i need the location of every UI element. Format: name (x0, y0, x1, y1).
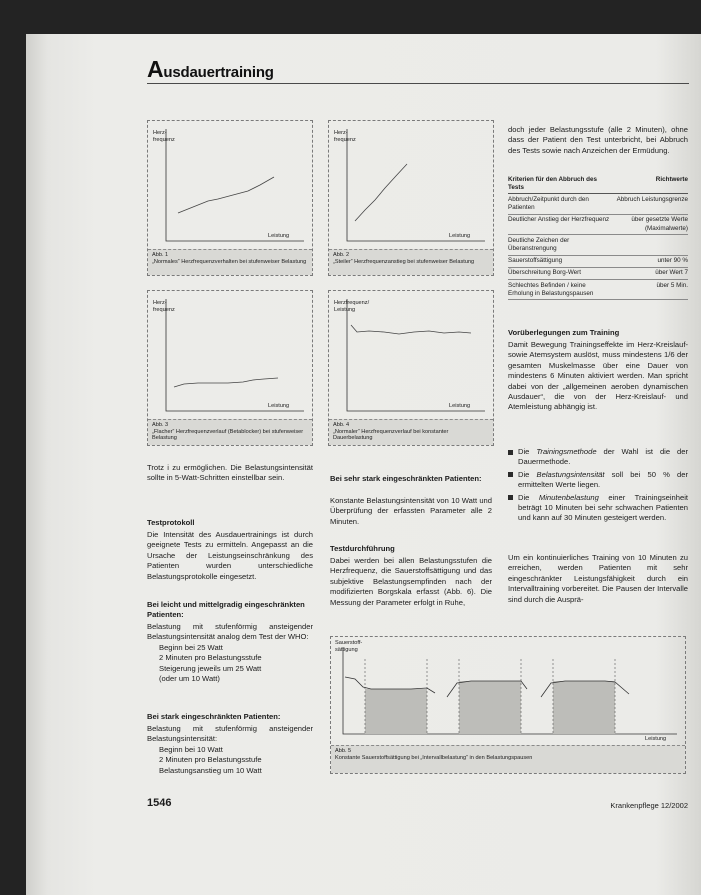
page-number: 1546 (147, 797, 172, 809)
figure-2 (328, 120, 494, 276)
mild-patients-text: Belastung mit stufenförmig ansteigender Belastungsintensität analog dem Test der WHO: (147, 622, 313, 642)
figure-1-caption-text: „Normales“ Herzfrequenzverhalten bei stufenweiser Belastung (152, 258, 307, 265)
figure-3-number: Abb. 3 (152, 422, 169, 428)
training-bullets (508, 447, 688, 526)
bullet-prefix: Die (518, 469, 537, 479)
interval-2-area (459, 681, 521, 734)
figure-1-caption (148, 249, 312, 275)
table-row (508, 280, 688, 300)
table-header-criteria: Kriterien für den Abbruch des Tests (508, 175, 597, 191)
figure-2-caption-text: „Steiler“ Herzfrequenzanstieg bei stufenweiser Belastung (333, 258, 475, 265)
figure-3-ylabel-line: frequenz (153, 306, 175, 313)
mild-patients-heading: Bei leicht und mittelgradig eingeschränkten Patienten: (147, 600, 305, 620)
table-header-values: Richtwerte (655, 175, 688, 183)
bullet-square-icon (508, 472, 513, 477)
protocol-step: Steigerung jeweils um 25 Watt (159, 663, 262, 673)
figure-4-caption (329, 419, 493, 445)
table-cell-criterion: Sauerstoffsättigung (508, 257, 563, 265)
bullet-emphasis: Trainingsmethode (536, 447, 597, 456)
bullet-item (508, 493, 688, 524)
table-cell-value: Abbruch Leistungsgrenze (616, 195, 688, 203)
journal-reference: Krankenpflege 12/2002 (610, 801, 688, 810)
page-title: Ausdauertraining (147, 56, 274, 82)
figure-4-caption-text: „Normaler“ Herzfrequenzverlauf bei konstanter Dauerbelastung (333, 428, 449, 442)
figure-2-axes (347, 129, 485, 241)
figure-1 (147, 120, 313, 276)
bullet-suffix: der Wahl ist die der Dauermethode. (518, 447, 688, 467)
bullet-prefix: Die (518, 492, 539, 502)
figure-5-ylabel-line: Sauerstoff- (335, 640, 363, 646)
bullet-text (518, 493, 688, 524)
bullet-text (518, 470, 688, 491)
figure-2-ylabel (334, 130, 356, 143)
figure-2-ylabel-line: Herz- (334, 130, 348, 136)
figure-5-ylabel-line: sättigung (335, 646, 358, 653)
figure-4-xlabel: Leistung (449, 403, 471, 409)
protocol-step: Beginn bei 10 Watt (159, 744, 223, 754)
figure-5-ylabel (335, 640, 362, 653)
bullet-item (508, 470, 688, 491)
figure-2-ylabel-line: frequenz (334, 136, 356, 143)
protocol-step: Belastungsanstieg um 10 Watt (159, 765, 262, 775)
figure-4-curve (351, 325, 471, 334)
table-cell-value: über 5 Min. (656, 281, 688, 289)
bullet-emphasis: Minutenbelastung (538, 492, 599, 502)
protocol-step: 2 Minuten pro Belastungsstufe (159, 755, 262, 765)
figure-4 (328, 290, 494, 446)
figure-2-xlabel: Leistung (449, 233, 471, 239)
closing-paragraph: Um ein kontinuierliches Training von 10 Minuten zu erreichen, werden Patienten mit sehr eingeschränkter Leistungsfähigkeit durch ein Intervalltraining vorbereitet. Die Pausen der Intervalle sind durch die Ausprä- (508, 553, 688, 604)
table-cell-value (614, 237, 688, 253)
figure-3-ylabel-line: Herz- (153, 300, 167, 306)
severe-patients-protocol (147, 724, 313, 776)
figure-3-ylabel (153, 300, 175, 313)
title-rule (147, 83, 689, 84)
figure-3-caption-text: „Flacher“ Herzfrequenzverlauf (Betablocker) bei stufenweiser Belastung (152, 428, 304, 442)
figure-1-ylabel (153, 130, 175, 143)
table-cell-value: unter 90 % (657, 257, 688, 265)
mild-patients-protocol (147, 622, 313, 684)
protocol-step: Beginn bei 25 Watt (159, 642, 223, 652)
table-row (508, 215, 688, 235)
figure-3-xlabel: Leistung (268, 403, 290, 409)
interval-3-area (553, 681, 615, 734)
figure-4-number: Abb. 4 (333, 422, 350, 428)
figure-3-caption (148, 419, 312, 445)
figure-2-curve (355, 164, 407, 221)
figure-4-axes (347, 299, 485, 411)
figure-5-number: Abb. 5 (335, 748, 352, 754)
figure-1-ylabel-line: frequenz (153, 136, 175, 143)
table-row (508, 194, 688, 214)
table-cell-criterion: Abbruch/Zeitpunkt durch den Patienten (508, 195, 589, 212)
procedure-heading: Testdurchführung (330, 544, 395, 553)
figure-3-axes (166, 299, 304, 411)
bullet-square-icon (508, 495, 513, 500)
figure-3-curve (174, 378, 278, 387)
table-cell-criterion: Deutlicher Anstieg der Herzfrequenz (508, 216, 610, 224)
figure-1-number: Abb. 1 (152, 252, 169, 258)
bullet-suffix: einer Trainingseinheit beträgt 10 Minuten bei sehr schwachen Patienten und kann auf 30 Minuten gesteigert werden. (518, 492, 688, 523)
table-cell-criterion: Deutliche Zeichen der Überanstrengung (508, 236, 570, 252)
figure-1-axes (166, 129, 304, 241)
table-row (508, 256, 688, 268)
figure-3 (147, 290, 313, 446)
figure-2-caption (329, 249, 493, 275)
abort-criteria-table (508, 174, 688, 300)
figure-2-number: Abb. 2 (333, 252, 350, 258)
figure-5-xlabel: Leistung (645, 736, 667, 742)
table-cell-value: über gesetzte Werte (Maximalwerte) (631, 216, 688, 232)
figure-5-caption-text: Konstante Sauerstoffsättigung bei „Intervallbelastung“ in den Belastungspausen (335, 754, 533, 761)
protocol-step: (oder um 10 Watt) (159, 674, 220, 684)
interval-1-area (365, 689, 427, 734)
very-severe-text: Konstante Belastungsintensität von 10 Watt und Überprüfung der erfassten Parameter alle 2 Minuten. (330, 496, 492, 526)
figure-1-xlabel: Leistung (268, 233, 290, 239)
table-row (508, 235, 688, 255)
figure-4-ylabel (334, 300, 369, 313)
table-row (508, 268, 688, 280)
figure-5-plot (331, 637, 685, 743)
right-intro: doch jeder Belastungsstufe (alle 2 Minuten), ohne dass der Patient den Test unterbricht, bei Abbruch des Tests sowie nach Anzeichen der Ermüdung. (508, 125, 688, 155)
training-heading: Vorüberlegungen zum Training (508, 328, 620, 337)
bullet-emphasis: Belastungsintensität (536, 469, 605, 479)
figure-5 (330, 636, 686, 774)
left-intro: Trotz i zu ermöglichen. Die Belastungsintensität sollte in 5-Watt-Schritten einstellbar sein. (147, 463, 313, 483)
bullet-prefix: Die (518, 447, 537, 456)
protocol-text: Die Intensität des Ausdauertrainings ist durch geeignete Tests zu ermitteln. Angepasst an die Ursache der Leistungseinschränkung des Patienten wurden unterschiedliche Belastungsprotokolle eingesetzt. (147, 530, 313, 581)
bullet-square-icon (508, 450, 513, 455)
very-severe-heading: Bei sehr stark eingeschränkten Patienten: (330, 474, 482, 483)
table-cell-criterion: Schlechtes Befinden / keine Erholung in Belastungspausen (508, 281, 594, 297)
figure-1-ylabel-line: Herz- (153, 130, 167, 136)
procedure-text: Dabei werden bei allen Belastungsstufen die Herzfrequenz, die Sauerstoffsättigung und das subjektive Belastungsempfinden nach der modifizierten Borgskala erfasst (Abb. 6). Die Messung der Parameter erfolgt in Ruhe, (330, 556, 492, 607)
severe-patients-text: Belastung mit stufenförmig ansteigender Belastungsintensität: (147, 724, 313, 744)
figure-5-caption (331, 745, 685, 773)
severe-patients-heading: Bei stark eingeschränkten Patienten: (147, 712, 281, 721)
figure-4-ylabel-line: Leistung (334, 306, 356, 313)
bullet-text (518, 447, 688, 468)
table-header-row (508, 174, 688, 194)
table-cell-value: über Wert 7 (655, 269, 688, 277)
protocol-heading: Testprotokoll (147, 518, 195, 527)
figure-1-curve (178, 177, 274, 213)
bullet-item (508, 447, 688, 468)
training-paragraph: Damit Bewegung Trainingseffekte im Herz-Kreislauf- sowie Atemsystem auslöst, muss mindestens 1/6 der gesamten Muskelmasse über eine Dauer von mindestens 6 Minuten aktiviert werden. Man spricht dabei von der „allgemeinen aeroben dynamischen Ausdauer“, die von der Herz-Kreislauf- und Atemleistung abhängig ist. (508, 340, 688, 412)
bullet-suffix: soll bei 50 % der ermittelten Werte liegen. (518, 469, 688, 490)
table-cell-criterion: Überschreitung Borg-Wert (508, 269, 582, 277)
figure-4-ylabel-line: Herzfrequenz/ (334, 300, 370, 306)
protocol-step: 2 Minuten pro Belastungsstufe (159, 653, 262, 663)
